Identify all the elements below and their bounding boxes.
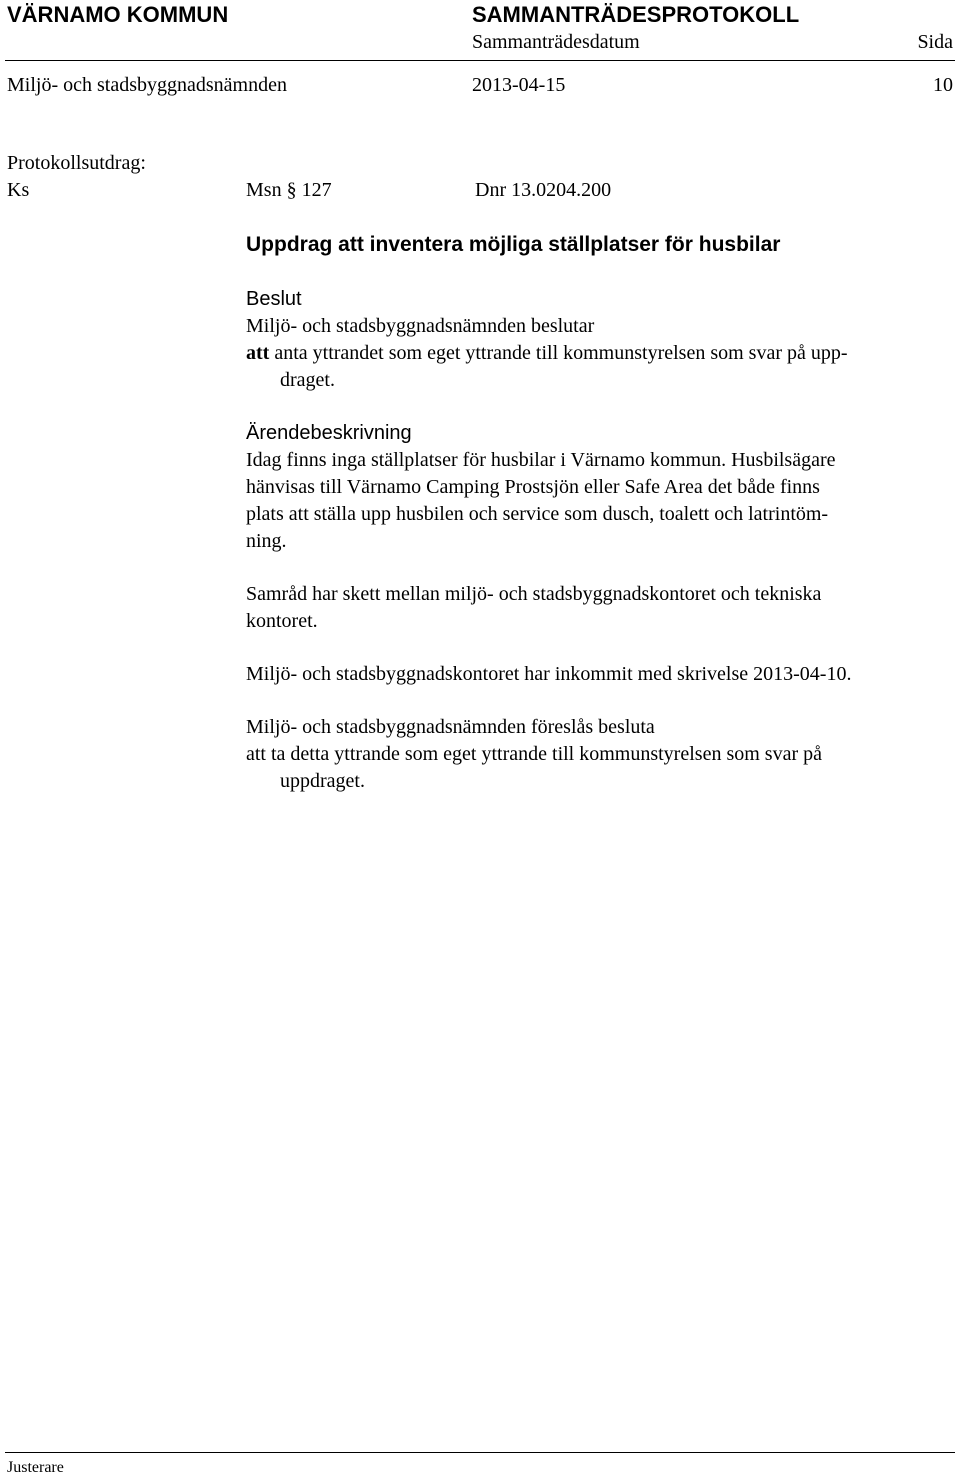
- consultation-line: kontoret.: [246, 610, 318, 632]
- proposal-text-line1: ta detta yttrande som eget yttrande till kommunstyrelsen som svar på: [271, 743, 822, 765]
- proposal-intro: Miljö- och stadsbyggnadsnämnden föreslås besluta: [246, 716, 655, 738]
- document-title: Uppdrag att inventera möjliga ställplatser för husbilar: [246, 233, 781, 256]
- header-divider: [5, 60, 955, 61]
- case-number: Dnr 13.0204.200: [475, 179, 612, 201]
- signature-label: Justerare: [7, 1459, 64, 1476]
- proposal-text-line2: uppdraget.: [280, 770, 365, 792]
- organization-name: VÄRNAMO KOMMUN: [7, 2, 229, 27]
- decision-intro: Miljö- och stadsbyggnadsnämnden beslutar: [246, 315, 595, 337]
- meeting-date: 2013-04-15: [472, 74, 566, 96]
- submission-line: Miljö- och stadsbyggnadskontoret har inkommit med skrivelse 2013-04-10.: [246, 663, 852, 685]
- description-line: plats att ställa upp husbilen och service som dusch, toalett och latrintöm-: [246, 503, 829, 525]
- decision-att-line: [246, 342, 848, 365]
- decision-text-line1: anta yttrandet som eget yttrande till kommunstyrelsen som svar på upp-: [274, 342, 848, 364]
- meeting-date-label: Sammanträdesdatum: [472, 31, 640, 53]
- protocol-recipient: Ks: [7, 179, 30, 201]
- footer-divider: [5, 1452, 955, 1453]
- decision-heading: Beslut: [246, 288, 302, 310]
- protocol-paragraph: Msn § 127: [246, 179, 332, 201]
- proposal-att-line: [246, 743, 822, 766]
- document-type: SAMMANTRÄDESPROTOKOLL: [472, 2, 800, 27]
- page-number: 10: [933, 74, 953, 96]
- committee-name: Miljö- och stadsbyggnadsnämnden: [7, 74, 287, 96]
- decision-att-keyword: att: [246, 342, 270, 364]
- proposal-att-keyword: att: [246, 743, 266, 765]
- description-line: Idag finns inga ställplatser för husbilar i Värnamo kommun. Husbilsägare: [246, 449, 836, 471]
- description-heading: Ärendebeskrivning: [246, 422, 412, 444]
- protocol-extract-label: Protokollsutdrag:: [7, 152, 146, 174]
- decision-text-line2: draget.: [280, 369, 335, 391]
- description-line: ning.: [246, 530, 287, 552]
- description-line: hänvisas till Värnamo Camping Prostsjön eller Safe Area det både finns: [246, 476, 820, 498]
- consultation-line: Samråd har skett mellan miljö- och stadsbyggnadskontoret och tekniska: [246, 583, 822, 605]
- page-label: Sida: [917, 31, 953, 53]
